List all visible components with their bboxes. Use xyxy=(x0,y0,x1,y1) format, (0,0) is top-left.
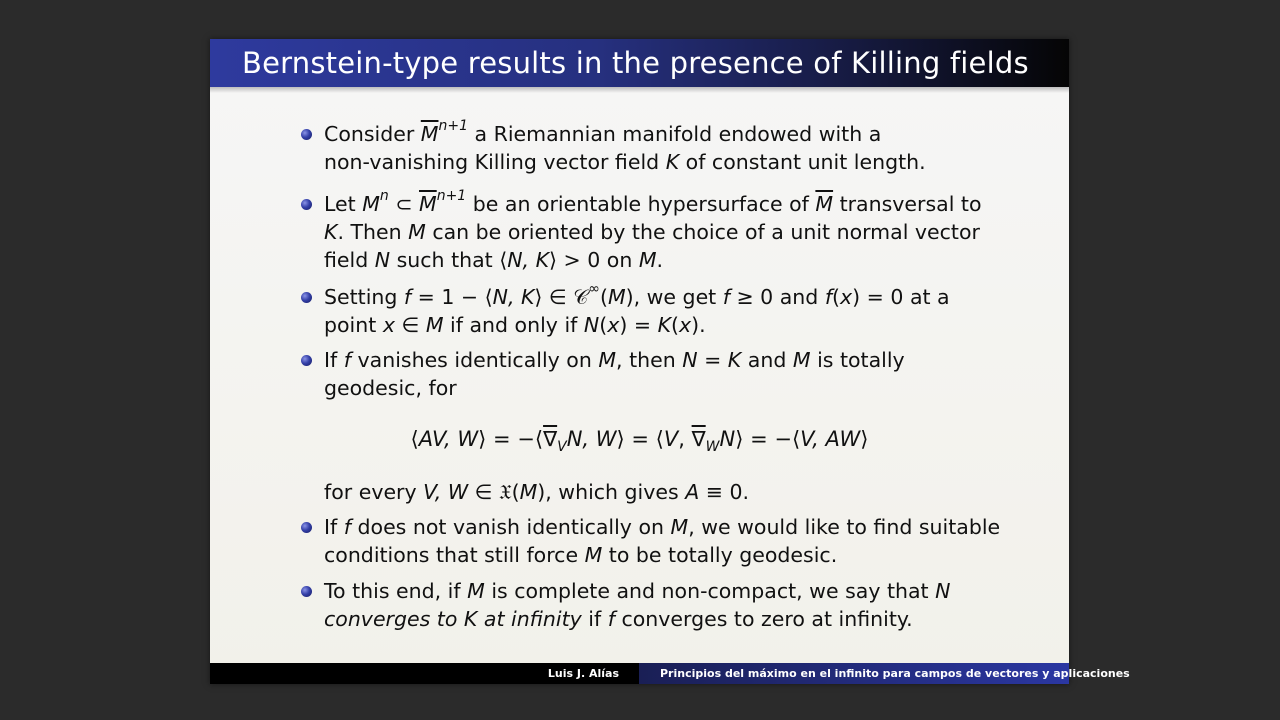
bullet-6-line-2: converges to K at infinity if f converges to zero at infinity. xyxy=(324,607,913,631)
footer-author-block xyxy=(210,663,639,684)
bullet-icon xyxy=(301,292,312,303)
bullet-icon xyxy=(301,522,312,533)
slide-title-bar xyxy=(210,39,1069,87)
bullet-4-line-1: If f vanishes identically on M, then N = K and M is totally xyxy=(324,348,905,372)
bullet-5-line-1: If f does not vanish identically on M, we would like to find suitable xyxy=(324,515,1001,539)
bullet-icon xyxy=(301,199,312,210)
bullet-3-line-1: Setting f = 1 − ⟨N, K⟩ ∈ 𝒞∞(M), we get f ≥ 0 and f(x) = 0 at a xyxy=(324,281,950,309)
slide-body xyxy=(210,93,1069,663)
bullet-item-2 xyxy=(324,190,1024,274)
bullet-2-line-1: Let $M^n$ ⊂ $\overline{M}^{n+1}$ be an orientable hypersurface of $\overline{M}$ transversal to xyxy=(324,188,982,216)
bullet-6-line-1: To this end, if M is complete and non-compact, we say that N xyxy=(324,579,951,603)
bullet-item-4 xyxy=(324,346,1024,402)
bullet-2-line-3: field N such that ⟨N, K⟩ > 0 on M. xyxy=(324,248,664,272)
after-equation-text: for every V, W ∈ 𝔛(M), which gives A ≡ 0. xyxy=(324,480,750,504)
footer-author: Luis J. Alías xyxy=(547,667,619,680)
bullet-3-line-2: point x ∈ M if and only if N(x) = K(x). xyxy=(324,313,706,337)
slide-footer xyxy=(210,663,1130,684)
bullet-icon xyxy=(301,129,312,140)
footer-talk-title: Principios del máximo en el infinito para campos de vectores y aplicaciones xyxy=(660,667,1130,680)
bullet-1-line-2: non-vanishing Killing vector field K of constant unit length. xyxy=(324,150,926,174)
footer-title-block xyxy=(639,663,1130,684)
bullet-icon xyxy=(301,355,312,366)
bullet-icon xyxy=(301,586,312,597)
bullet-1-line-1: Consider $\overline{M}^{n+1}$ a Riemannian manifold endowed with a xyxy=(324,118,882,146)
bullet-4-line-2: geodesic, for xyxy=(324,376,457,400)
bullet-item-5 xyxy=(324,513,1024,569)
display-equation: ⟨AV, W⟩ = $-⟨\nabla_VN$, W⟩ = ⟨V, $\nabla_WN⟩$ = −⟨V, AW⟩ xyxy=(410,427,869,456)
bullet-5-line-2: conditions that still force M to be totally geodesic. xyxy=(324,543,838,567)
slide-title: Bernstein-type results in the presence of Killing fields xyxy=(242,46,1029,80)
slide xyxy=(210,39,1130,684)
bullet-item-6 xyxy=(324,577,1024,633)
bullet-2-line-2: K. Then M can be oriented by the choice of a unit normal vector xyxy=(324,220,980,244)
bullet-item-1 xyxy=(324,120,1024,176)
bullet-item-3 xyxy=(324,283,1024,339)
